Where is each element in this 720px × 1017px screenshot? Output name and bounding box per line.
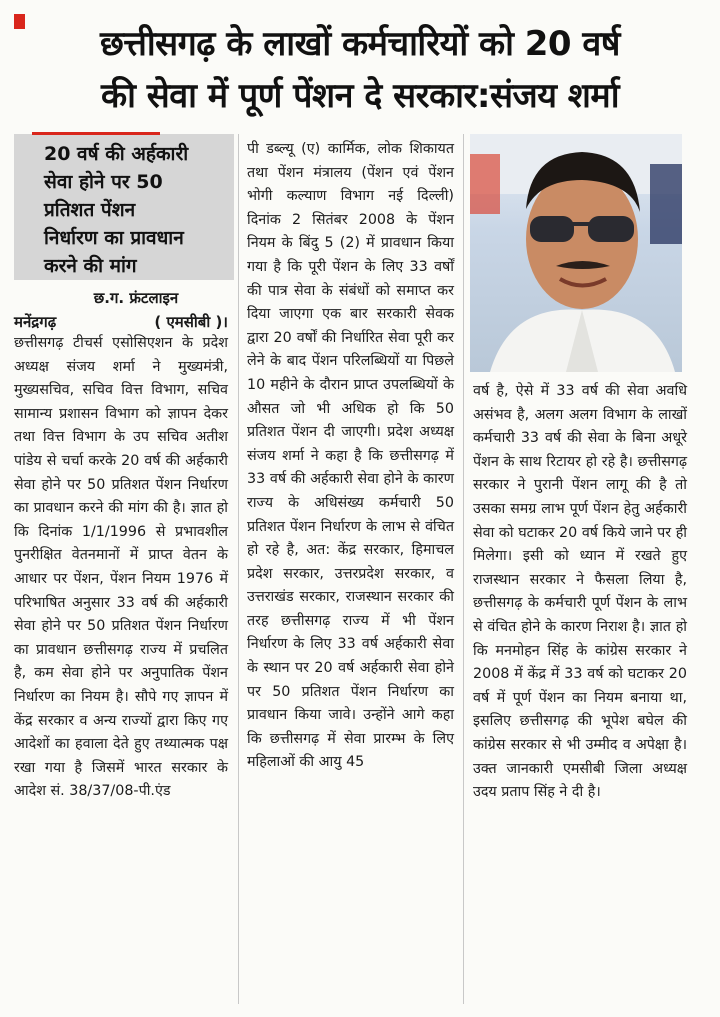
headline-line-1: छत्तीसगढ़ के लाखों कर्मचारियों को 20 वर्ष — [100, 24, 620, 64]
portrait-photo — [470, 134, 682, 372]
portrait-photo-icon — [470, 134, 682, 372]
headline — [10, 18, 710, 122]
column-divider-2 — [463, 134, 464, 1004]
kicker-line-3: प्रतिशत पेंशन — [44, 199, 136, 221]
kicker-line-5: करने की मांग — [44, 255, 137, 277]
column-divider-1 — [238, 134, 239, 1004]
kicker-red-marker — [14, 14, 25, 29]
byline-source: ( एमसीबी )। — [154, 313, 228, 331]
article-column-1: छत्तीसगढ़ टीचर्स एसोसिएशन के प्रदेश अध्यक्ष संजय शर्मा ने मुख्यमंत्री, मुख्यसचिव, सचिव वित्त विभाग, सचिव सामान्य प्रशासन विभाग को ज्ञापन देकर तथा वित्त विभाग के उप सचिव अतीश पांडेय से चर्चा करके 20 वर्ष की अर्हकारी सेवा होने पर 50 प्रतिशत पेंशन निर्धारण का प्रावधान करने की मांग की है। ज्ञात हो कि दिनांक 1/1/1996 से प्रभावशील पुनरीक्षित वेतनमानों में प्राप्त वेतन के आधार पर पेंशन, पेंशन नियम 1976 में परिभाषित अनुसार 33 वर्ष की अर्हकारी सेवा होने पर 50 प्रतिशत पेंशन निर्धारण का प्रावधान छत्तीसगढ़ राज्य में प्रचलित है, कम सेवा होने पर अनुपातिक पेंशन निर्धारण का नियम है। सौपे गए ज्ञापन में केंद्र सरकार व अन्य राज्यों द्वारा किए गए आदेशों का हवाला देते हुए तथ्यात्मक पक्ष रखा गया है जिसमें भारत सरकार के आदेश सं. 38/37/08-पी.एंड — [14, 335, 228, 800]
article-column-2: पी डब्ल्यू (ए) कार्मिक, लोक शिकायत तथा पेंशन मंत्रालय (पेंशन एवं पेंशन भोगी कल्याण विभाग नई दिल्ली) दिनांक 2 सितंबर 2008 के पेंशन नियम के बिंदु 5 (2) में प्रावधान किया गया है कि पूरी पेंशन के लिए 33 वर्षों की पात्र सेवा के संबंधों को समाप्त कर दिया जाएगा एक बार सरकारी सेवक द्वारा 20 वर्षों की निर्धारित सेवा पूरी कर लेने के बाद पेंशन परिलब्धियों या पिछले 10 महीने के दौरान प्राप्त उपलब्धियों के औसत जो भी अधिक हो कि 50 प्रतिशत पेंशन दी जाएगी। प्रदेश अध्यक्ष संजय शर्मा ने कहा है कि छत्तीसगढ़ में 33 वर्ष की अर्हकारी सेवा होने के कारण राज्य के अधिसंख्य कर्मचारी 50 प्रतिशत पेंशन निर्धारण के लाभ से वंचित हो रहे है, अत: केंद्र सरकार, हिमाचल प्रदेश सरकार, उत्तरप्रदेश सरकार, व उत्तराखंड सरकार, राजस्थान सरकार की तरह छत्तीसगढ़ राज्य में भी पेंशन निर्धारण के लिए 33 वर्ष अर्हकारी सेवा के स्थान पर 20 वर्ष अर्हकारी सेवा होने पर 50 प्रतिशत पेंशन निर्धारण का प्रावधान किया जावे। उन्होंने आगे कहा कि छत्तीसगढ़ में सेवा प्रारम्भ के लिए महिलाओं की आयु 45 — [247, 141, 454, 771]
byline-agency: छ.ग. फ्रंटलाइन — [93, 289, 179, 307]
kicker-red-underline — [32, 132, 160, 135]
headline-line-2: की सेवा में पूर्ण पेंशन दे सरकार:संजय शर्मा — [100, 76, 620, 116]
byline — [14, 286, 228, 334]
byline-place: मनेंद्रगढ़ — [14, 313, 57, 331]
kicker-line-4: निर्धारण का प्रावधान — [44, 227, 184, 249]
kicker-line-2: सेवा होने पर 50 — [44, 171, 163, 193]
kicker-line-1: 20 वर्ष की अर्हकारी — [44, 143, 189, 165]
article-column-3: वर्ष है, ऐसे में 33 वर्ष की सेवा अवधि असंभव है, अलग अलग विभाग के लाखों कर्मचारी 33 वर्ष की सेवा के बिना अधूरे पेंशन के साथ रिटायर हो रहे है। छत्तीसगढ़ सरकार ने पुरानी पेंशन लागू की है तो उसका समग्र लाभ पूर्ण पेंशन हेतु अर्हकारी सेवा को घटाकर 20 वर्ष किये जाने पर ही मिलेगा। इसी को ध्यान में रखते हुए राजस्थान सरकार ने फैसला लिया है, छत्तीसगढ़ के कर्मचारी पूर्ण पेंशन के लाभ से वंचित होने के कारण निराश है। ज्ञात हो कि मनमोहन सिंह के कांग्रेस सरकार ने 2008 में केंद्र में 33 वर्ष को घटाकर 20 वर्ष में पूर्ण पेंशन का नियम बनाया था, इसलिए छत्तीसगढ़ की भूपेश बघेल की कांग्रेस सरकार से भी उम्मीद व अपेक्षा है। उक्त जानकारी एमसीबी जिला अध्यक्ष उदय प्रताप सिंह ने दी है। — [473, 383, 687, 801]
kicker-box — [14, 134, 234, 280]
